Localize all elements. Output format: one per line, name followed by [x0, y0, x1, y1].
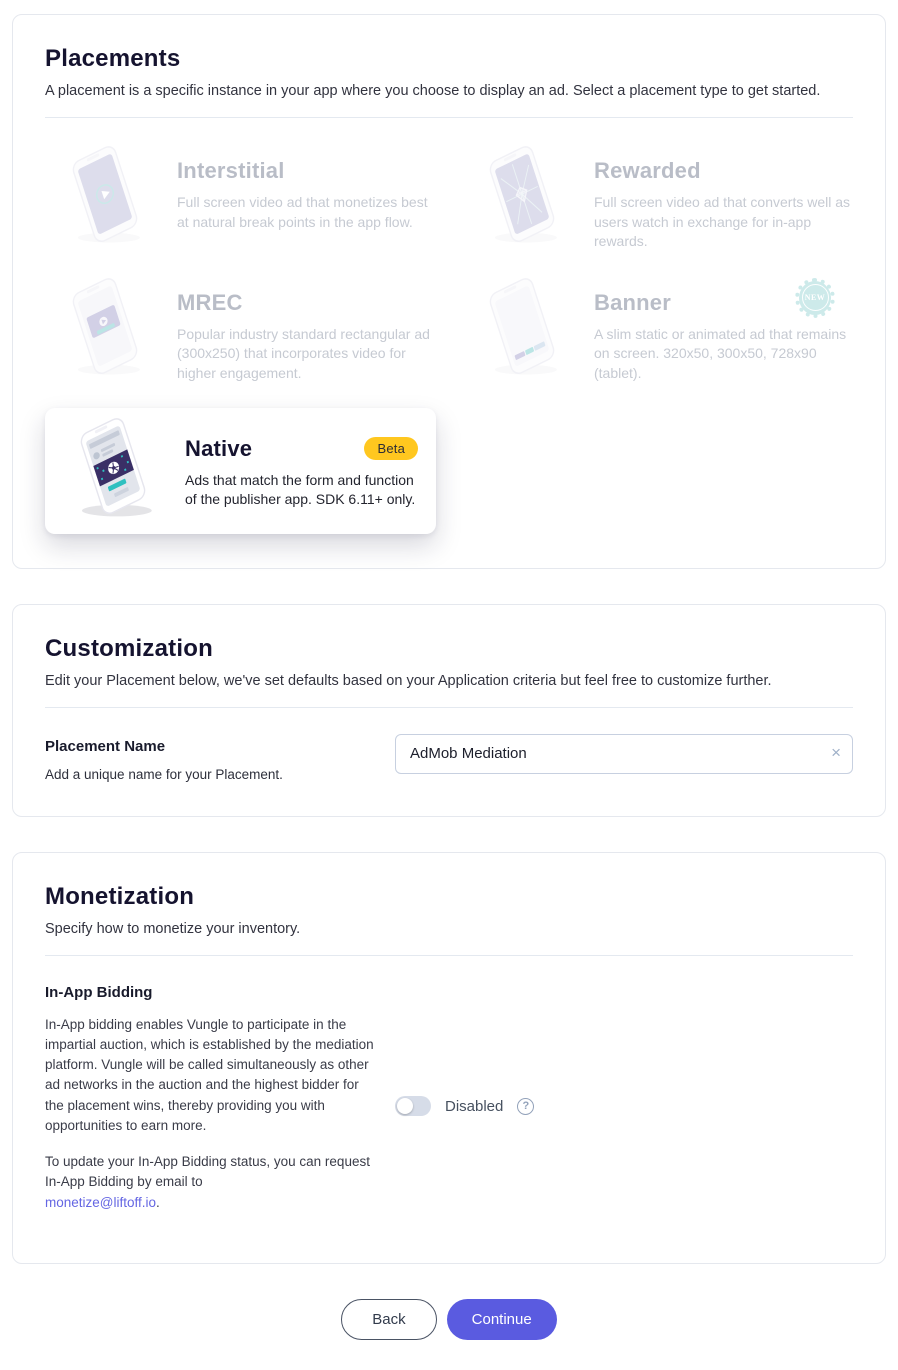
email-suffix: . — [156, 1194, 160, 1210]
placements-title: Placements — [45, 45, 181, 72]
mrec-phone-icon — [45, 276, 165, 380]
toggle-knob — [397, 1098, 413, 1114]
update-note-text: To update your In-App Bidding status, you can request In-App Bidding by email to — [45, 1154, 370, 1190]
placement-name-input[interactable] — [395, 734, 853, 774]
placement-name-row — [45, 734, 853, 782]
placement-type-mrec[interactable] — [45, 276, 436, 384]
monetization-subtitle: Specify how to monetize your inventory. — [45, 920, 301, 937]
new-badge — [795, 278, 835, 318]
placement-types-grid — [45, 144, 853, 534]
placement-type-interstitial[interactable] — [45, 144, 436, 252]
placements-card — [12, 14, 886, 569]
placement-type-native[interactable] — [45, 408, 436, 534]
type-description: A slim static or animated ad that remains on screen. 320x50, 300x50, 728x90 (tablet). — [594, 325, 847, 381]
customization-subtitle: Edit your Placement below, we've set defaults based on your Application criteria but feel free to customize further. — [45, 672, 772, 689]
in-app-bidding-status: Disabled — [445, 1097, 504, 1115]
banner-phone-icon — [462, 276, 582, 380]
type-title: Banner — [594, 289, 671, 315]
type-description: Ads that match the form and function of the publisher app. SDK 6.11+ only. — [185, 471, 416, 508]
continue-button[interactable]: Continue — [447, 1299, 557, 1340]
native-phone-icon — [53, 416, 173, 520]
interstitial-phone-icon — [45, 144, 165, 248]
back-button[interactable]: Back — [341, 1299, 436, 1340]
native-title-label: Native — [185, 435, 253, 461]
type-description: Full screen video ad that monetizes best at natural break points in the app flow. — [177, 194, 428, 230]
type-description: Popular industry standard rectangular ad (300x250) that incorporates video for higher engagement. — [177, 325, 430, 381]
in-app-bidding-toggle[interactable] — [395, 1096, 431, 1116]
in-app-bidding-controls — [395, 982, 534, 1229]
rewarded-phone-icon — [462, 144, 582, 248]
type-title: Rewarded — [594, 158, 701, 183]
in-app-bidding-row — [45, 982, 853, 1229]
divider — [45, 707, 853, 708]
in-app-bidding-text — [45, 982, 395, 1229]
footer-actions — [12, 1299, 886, 1340]
type-title: MREC — [177, 289, 243, 315]
divider — [45, 955, 853, 956]
beta-badge: Beta — [364, 437, 418, 460]
type-description: Full screen video ad that converts well as users watch in exchange for in-app rewards. — [594, 194, 851, 250]
clear-input-icon[interactable]: × — [831, 742, 841, 762]
monetize-email-link[interactable]: monetize@liftoff.io — [45, 1194, 157, 1210]
help-icon[interactable]: ? — [517, 1098, 534, 1115]
in-app-bidding-label: In-App Bidding — [45, 983, 153, 1001]
new-badge-label: NEW — [802, 284, 829, 311]
placements-subtitle: A placement is a specific instance in your app where you choose to display an ad. Select a placement type to get started. — [45, 83, 821, 99]
type-title: Interstitial — [177, 158, 285, 183]
placement-type-rewarded[interactable] — [462, 144, 853, 252]
placement-type-banner[interactable] — [462, 276, 853, 384]
divider — [45, 117, 853, 118]
type-title — [185, 436, 418, 462]
new-badge-seal — [799, 281, 831, 315]
monetization-title: Monetization — [45, 882, 195, 910]
monetization-card — [12, 852, 886, 1264]
placement-name-helper: Add a unique name for your Placement. — [45, 766, 283, 782]
in-app-bidding-description: In-App bidding enables Vungle to participate in the impartial auction, which is established by the mediation platform. Vungle will be called simultaneously as other ad networks in the auction and the highest bidder for the placement wins, thereby providing you with opportunities to earn more. — [45, 1016, 374, 1133]
in-app-bidding-update-note — [45, 1152, 377, 1213]
customization-card — [12, 604, 886, 817]
placement-name-input-wrap — [395, 734, 853, 774]
placement-name-label: Placement Name — [45, 737, 166, 755]
customization-title: Customization — [45, 634, 213, 662]
placement-name-labels — [45, 734, 395, 782]
